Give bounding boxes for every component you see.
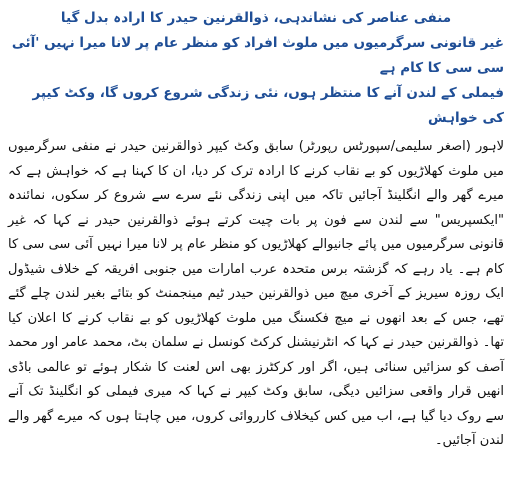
headline-main: منفی عناصر کی نشاندہی، ذوالقرنین حیدر کا ارادہ بدل گیا (60, 10, 452, 26)
headline-sub-1: غیر قانونی سرگرمیوں میں ملوث افراد کو منظر عام پر لانا میرا نہیں 'آئی سی سی کا کام ہے (11, 35, 504, 76)
article-body: لاہور (اصغر سلیمی/سپورٹس رپورٹر) سابق وکٹ کیپر ذوالقرنین حیدر نے منفی سرگرمیوں میں ملوث کھلاڑیوں کو بے نقاب کرنے کا ارادہ ترک کر دیا، ان کا کہنا ہے کہ خواہش ہے کہ میرے گھر والے انگلینڈ آجائیں تاکہ میں اپنی زندگی نئے سرے سے شروع کر سکوں، نمائندہ "ایکسپریس" سے لندن سے فون پر بات چیت کرتے ہوئے ذوالقرنین حیدر نے کہا کہ غیر قانونی سرگرمیوں میں پائے جانیوالے کھلاڑیوں کو منظر عام پر لانا میرا نہیں آئی سی سی کا کام ہے۔ یاد رہے کہ گزشتہ برس متحدہ عرب امارات میں جنوبی افریقہ کے خلاف شیڈول ایک روزہ سیریز کے آخری میچ میں ذوالقرنین حیدر ٹیم مینجمنٹ کو بتائے بغیر لندن چلے گئے تھے، جس کے بعد انھوں نے میچ فکسنگ میں ملوث کھلاڑیوں کو بے نقاب کرنے کا اعلان کیا تھا۔ ذوالقرنین حیدر نے کہا کہ انٹرنیشنل کرکٹ کونسل نے سلمان بٹ، محمد عامر اور محمد آصف کو سزائیں سنائی ہیں، اگر اور کرکٹرز بھی اس لعنت کا شکار ہوئے تو عالمی باڈی انھیں قرار واقعی سزائیں دیگی، سابق وکٹ کیپر نے کہا کہ میری فیملی کو انگلینڈ تک آنے سے روک دیا گیا ہے، اب میں کس کیخلاف کارروائی کروں، میں چاہتا ہوں کہ میرے گھر والے لندن آجائیں۔ (8, 139, 504, 448)
headline-sub-2: فیملی کے لندن آنے کا منتظر ہوں، نئی زندگی شروع کروں گا، وکٹ کیپر کی خواہش (32, 85, 504, 126)
